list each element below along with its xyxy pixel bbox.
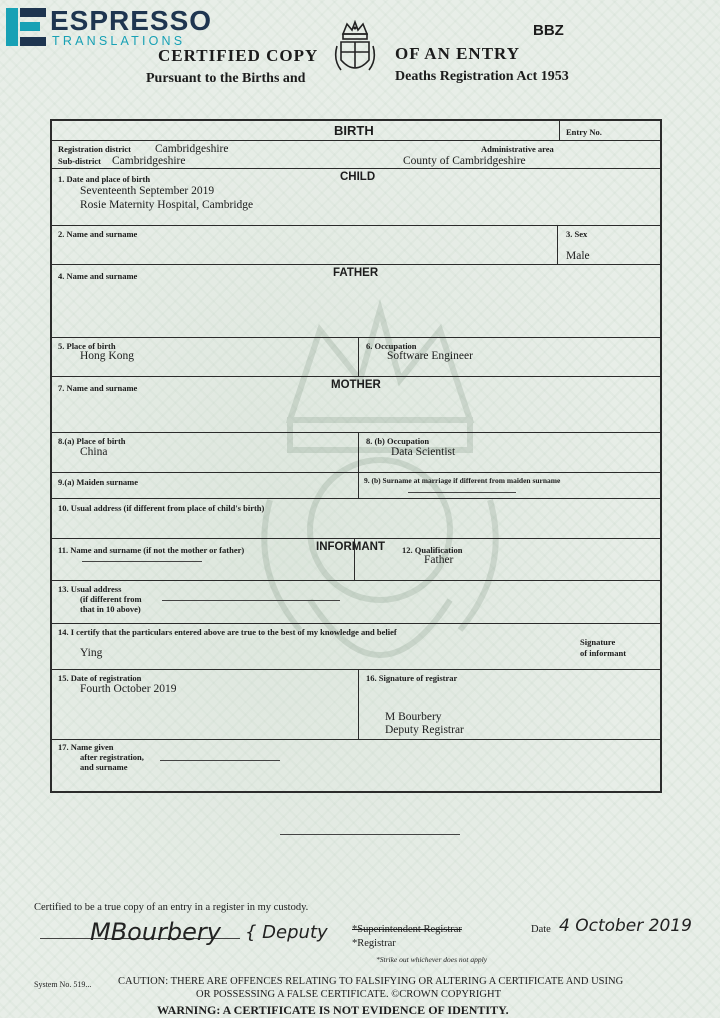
form-rule bbox=[50, 739, 662, 740]
registrar-text: *Registrar bbox=[352, 938, 396, 949]
registration-district-value: Cambridgeshire bbox=[155, 143, 229, 155]
field-9a-label: 9.(a) Maiden surname bbox=[58, 477, 139, 487]
form-rule bbox=[50, 669, 662, 670]
form-rule bbox=[50, 376, 662, 377]
form-title: BIRTH bbox=[334, 123, 374, 138]
certificate-code: BBZ bbox=[533, 22, 564, 39]
form-rule bbox=[50, 498, 662, 499]
registration-district-label: Registration district bbox=[58, 144, 131, 154]
usual-address-line bbox=[162, 600, 340, 601]
certified-text: Certified to be a true copy of an entry in a register in my custody. bbox=[34, 902, 309, 913]
sex-value: Male bbox=[566, 250, 590, 262]
field-17-label-line1: 17. Name given bbox=[58, 742, 114, 752]
handwritten-signature: MBourbery bbox=[90, 918, 222, 946]
field-7-label: 7. Name and surname bbox=[58, 383, 138, 393]
informant-signature-value: Ying bbox=[80, 647, 103, 659]
field-13-label-line2: (if different from bbox=[80, 594, 142, 604]
sub-district-label: Sub-district bbox=[58, 156, 101, 166]
field-1-label: 1. Date and place of birth bbox=[58, 174, 151, 184]
administrative-area-label: Administrative area bbox=[481, 144, 554, 154]
name-after-registration-line bbox=[160, 760, 280, 761]
subtitle-right: Deaths Registration Act 1953 bbox=[395, 69, 569, 84]
form-rule bbox=[358, 432, 359, 498]
signature-of-informant-label-2: of informant bbox=[580, 648, 627, 658]
logo-name: ESPRESSO bbox=[50, 5, 213, 36]
surname-at-marriage-line bbox=[408, 492, 516, 493]
informant-heading: INFORMANT bbox=[316, 541, 385, 553]
birth-place-value: Rosie Maternity Hospital, Cambridge bbox=[80, 199, 254, 211]
mother-occupation-value: Data Scientist bbox=[391, 446, 456, 458]
field-13-label-line1: 13. Usual address bbox=[58, 584, 122, 594]
form-rule bbox=[358, 337, 359, 376]
superintendent-registrar-text: *Superintendent Registrar bbox=[352, 924, 462, 935]
field-14-label: 14. I certify that the particulars entered above are true to the best of my knowledge and belief bbox=[58, 627, 397, 637]
form-rule bbox=[50, 225, 662, 226]
mother-heading: MOTHER bbox=[331, 379, 381, 391]
field-6-label: 6. Occupation bbox=[366, 341, 417, 351]
title-left: CERTIFIED COPY bbox=[158, 46, 319, 65]
field-4-label: 4. Name and surname bbox=[58, 271, 138, 281]
mother-birthplace-value: China bbox=[80, 446, 108, 458]
espresso-translations-logo bbox=[6, 6, 216, 48]
date-label: Date bbox=[531, 924, 551, 935]
registration-date-value: Fourth October 2019 bbox=[80, 683, 177, 695]
form-rule bbox=[50, 538, 662, 539]
field-2-label: 2. Name and surname bbox=[58, 229, 138, 239]
registrar-title-value: Deputy Registrar bbox=[385, 724, 464, 736]
registrar-name-value: M Bourbery bbox=[385, 711, 442, 723]
form-rule bbox=[50, 472, 662, 473]
field-15-label: 15. Date of registration bbox=[58, 673, 142, 683]
form-rule bbox=[50, 264, 662, 265]
strike-out-note: *Strike out whichever does not apply bbox=[376, 955, 488, 964]
administrative-area-value: County of Cambridgeshire bbox=[403, 155, 526, 167]
child-heading: CHILD bbox=[340, 171, 376, 183]
warning-text: WARNING: A CERTIFICATE IS NOT EVIDENCE OF IDENTITY. bbox=[157, 1003, 509, 1017]
handwritten-deputy: { Deputy bbox=[245, 922, 328, 943]
father-heading: FATHER bbox=[333, 267, 379, 279]
form-rule bbox=[50, 580, 662, 581]
field-17-label-line2: after registration, bbox=[80, 752, 144, 762]
field-13-label-line3: that in 10 above) bbox=[80, 604, 141, 614]
field-10-label: 10. Usual address (if different from place of child's birth) bbox=[58, 503, 265, 513]
caution-line-2: OR POSSESSING A FALSE CERTIFICATE. ©CROWN COPYRIGHT bbox=[196, 989, 501, 1000]
field-5-label: 5. Place of birth bbox=[58, 341, 116, 351]
sub-district-value: Cambridgeshire bbox=[112, 155, 186, 167]
qualification-value: Father bbox=[424, 554, 454, 566]
form-rule bbox=[358, 669, 359, 739]
field-11-label: 11. Name and surname (if not the mother or father) bbox=[58, 545, 245, 555]
system-number: System No. 519... bbox=[34, 980, 92, 989]
form-rule bbox=[50, 337, 662, 338]
form-rule bbox=[557, 225, 558, 264]
birth-date-value: Seventeenth September 2019 bbox=[80, 185, 215, 197]
field-17-label-line3: and surname bbox=[80, 762, 128, 772]
field-8a-label: 8.(a) Place of birth bbox=[58, 436, 126, 446]
signature-of-informant-label-1: Signature bbox=[580, 637, 616, 647]
form-rule bbox=[50, 140, 662, 141]
royal-crest-icon bbox=[333, 20, 377, 82]
subtitle-left: Pursuant to the Births and bbox=[146, 71, 306, 86]
form-rule bbox=[559, 119, 560, 140]
entry-no-label: Entry No. bbox=[566, 127, 602, 137]
logo-tagline: TRANSLATIONS bbox=[52, 34, 186, 48]
caution-line-1: CAUTION: THERE ARE OFFENCES RELATING TO FALSIFYING OR ALTERING A CERTIFICATE AND USING bbox=[118, 976, 624, 987]
espresso-logo-icon bbox=[6, 8, 46, 46]
field-3-label: 3. Sex bbox=[566, 229, 588, 239]
father-occupation-value: Software Engineer bbox=[387, 350, 473, 362]
field-8b-label: 8. (b) Occupation bbox=[366, 436, 430, 446]
handwritten-date: 4 October 2019 bbox=[559, 916, 692, 936]
form-rule bbox=[50, 623, 662, 624]
field-12-label: 12. Qualification bbox=[402, 545, 463, 555]
father-birthplace-value: Hong Kong bbox=[80, 350, 134, 362]
informant-name-line bbox=[82, 561, 202, 562]
divider-line bbox=[280, 834, 460, 835]
field-16-label: 16. Signature of registrar bbox=[366, 673, 458, 683]
title-right: OF AN ENTRY bbox=[395, 44, 521, 63]
form-rule bbox=[50, 432, 662, 433]
form-rule bbox=[50, 168, 662, 169]
field-9b-label: 9. (b) Surname at marriage if different from maiden surname bbox=[364, 476, 561, 485]
